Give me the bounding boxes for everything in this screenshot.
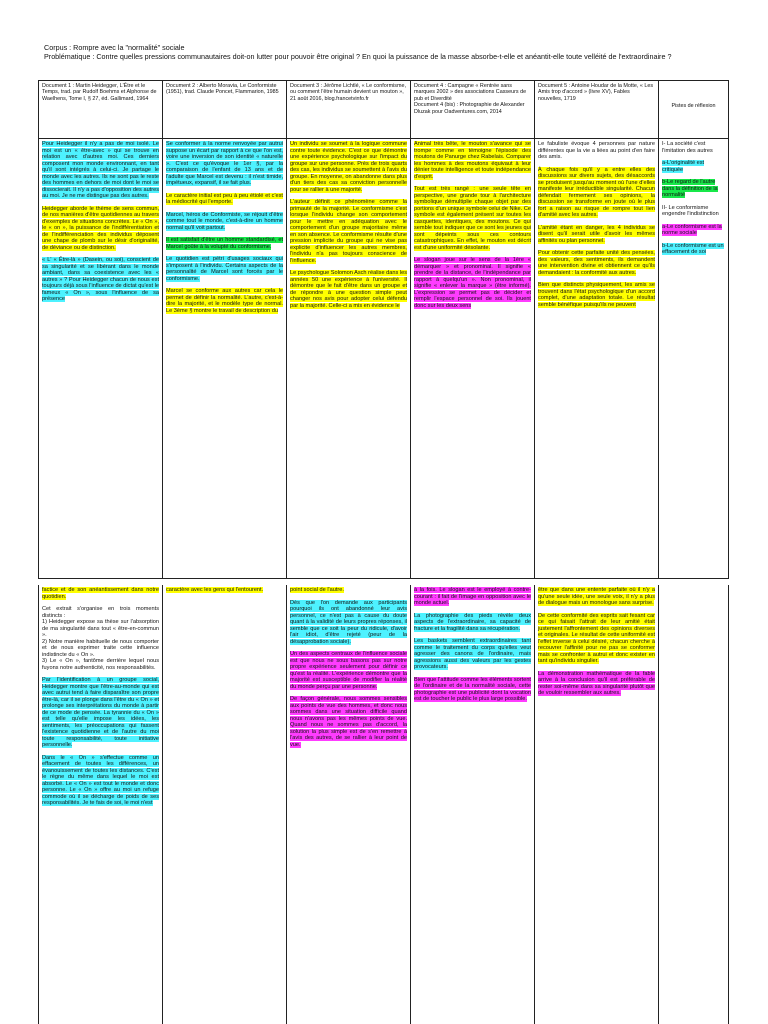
analysis-paragraph — [414, 613, 531, 633]
piste-item — [662, 224, 725, 237]
analysis-paragraph — [538, 671, 655, 697]
paragraph-text: Marcel se conforme aux autres car cela le permet de définir la normalité. L'autre, c'est-à-dire la majorité, et le modèle type de normal. Le 3ème § montre le travail de description du — [166, 288, 283, 314]
paragraph-text: Tout est très rangé : une seule tête en perspective, une grande tour à l'architecture symbolique démultiplie chaque objet par des portions d'un unique symbole celui de Nike. Ce symbole est également présent sur toutes les casquettes, identiques, des moutons. Ce qui semble tout indiquer que ce sont les jeunes qui sont dépeints sous ces contours catastrophiques. En effet, le mouton est décrit est d'une uniformité désolante. — [414, 186, 531, 251]
analysis-paragraph — [414, 587, 531, 607]
header-row — [39, 81, 729, 139]
doc5-header: Document 5 : Antoine Houdar de la Motte, « Les Amis trop d'accord » (livre XV), Fables nouvelles, 1719 — [535, 81, 659, 139]
analysis-paragraph — [290, 587, 407, 594]
analysis-paragraph — [538, 141, 655, 161]
paragraph-text: Bien que distincts physiquement, les amis se trouvent dans l'état psychologique d'un accord complet, d'une adaptation totale. Le résultat semble bénéfique puisqu'ils ne peuvent — [538, 282, 655, 308]
analysis-row — [39, 139, 729, 579]
paragraph-text: a-L'originalité est critiquée — [662, 160, 705, 173]
paragraph-text: Un individu se soumet à la logique commune contre toute évidence. C'est ce que démontre une expérience psychologique sur l'impact du groupe sur une personne. Près de trois quarts des cas, les individus se soumettent à l'avis du groupe. En moyenne, on abandonne dans plus d'un tiers des cas sa conviction personnelle pour se rallier à une majorité. — [290, 141, 407, 193]
paragraph-text: caractère avec les gens qui l'entourent. — [166, 587, 264, 593]
paragraph-text: Le quotidien est pétri d'usages sociaux qui s'imposent à l'individu. Certains aspects de la personnalité de Marcel sont forcés par le conformisme. — [166, 256, 283, 282]
doc1-analysis-continued — [39, 585, 163, 1024]
paragraph-text: Un des aspects centraux de l'influence sociale est que nous ne sous basons pas sur notre propre expérience seulement pour définir ce qu'est la réalité. L'expérience démontre que la majorité est susceptible de modifier la réalité du monde perçu par une personne. — [290, 651, 407, 690]
doc5-analysis — [535, 139, 659, 579]
analysis-paragraph — [290, 651, 407, 690]
paragraph-text: La photographie des pieds révèle deux aspects de l'extraordinaire, sa capacité de fracture et la fragilité dans sa récupération. — [414, 612, 531, 632]
paragraph-text: être que dans une entente parfaite où il n'y a qu'une seule idée, une seule voix, il n'y a plus de dialogue mais un monologue sans surprise. — [538, 587, 655, 606]
paragraph-text: Bien que l'attitude comme les éléments sortent de l'ordinaire et de la normalité sociale, cette photographie est une publicité dont la vocation est de toucher le public le plus large possible. — [414, 676, 531, 702]
analysis-paragraph — [166, 141, 283, 187]
piste-item — [662, 179, 725, 199]
analysis-paragraph — [414, 141, 531, 180]
analysis-row-continued — [39, 585, 729, 1024]
analysis-paragraph — [42, 587, 159, 600]
doc3-analysis — [287, 139, 411, 579]
problematique: Problématique : Contre quelles pressions communautaires doit-on lutter pour pouvoir être original ? En quoi la puissance de la masse absorbe-t-elle et anéantit-elle toute velléité de l'extraordinaire ? — [44, 51, 672, 61]
paragraph-text: point social de l'autre. — [290, 587, 344, 593]
analysis-paragraph — [414, 186, 531, 251]
paragraph-text: Par l'identification à un groupe social, Heidegger montre que l'être-au-monde qui est avec autrui tend à faire disparaître son propre être-là, car il se plonge dans l'être du « On » et prolonge ses interprétations du monde à partir de ce mode de pensée. La tyrannie du « On » est telle qu'elle impose les idées, les sentiments, les préoccupations qui fassent l'existence quotidienne et de l'autre du moi toute responsabilité, toute initiative personnelle. — [42, 677, 159, 748]
analysis-paragraph — [166, 587, 283, 594]
analysis-paragraph — [42, 755, 159, 807]
paragraph-text: factice et de son anéantissement dans notre quotidien. — [42, 587, 159, 600]
analysis-paragraph — [414, 677, 531, 703]
paragraph-text: Les baskets semblent extraordinaires tant comme le traitement du corps qu'elles veut agresser des canons de l'ordinaire, mais agressions aussi des valeurs par les gestes provocateurs. — [414, 638, 531, 670]
paragraph-text: Dès que l'on demande aux participants pourquoi ils ont abandonné leur avis personnel, ce n'est pas à cause du doute quant à la validité de leurs propres réponses, il semble que ce soit la peur du ridicule, d'avoir l'air idiot, d'être rejeté (peur de la désapprobation sociale). — [290, 599, 407, 645]
paragraph-text: De cette conformité des esprits sait fesant car ce qui faisait l'attrait de leur amitié était justement l'affrontement des opinions diverses et originales. Le résultat de cette uniformité est l'effet inverse à celui désiré, chacun cherche à recouvrer l'affinité pour ne pas se conformer mais se confronter à autrui et donc exister en tant qu'individu singulier. — [538, 612, 655, 664]
analysis-paragraph — [290, 270, 407, 309]
analysis-paragraph — [290, 141, 407, 193]
analysis-paragraph — [42, 677, 159, 749]
corpus-title: Corpus : Rompre avec la "normalité" sociale — [44, 43, 185, 52]
paragraph-text: Cet extrait s'organise en trois moments distincts : 1) Heidegger expose sa thèse sur l'absorption de ma singularité dans tout « être-en-commun ». 2) Notre manière habituelle de nous comporter et de nous exprimer traite cette influence indistincte du « On ». 3) Le « On », fantôme derrière lequel nous fuyons notre authenticité, nos responsabilités. — [42, 606, 159, 671]
paragraph-text: Pour Heidegger il n'y a pas de moi isolé. Le moi est un « être-avec » qui se trouve en relation avec d'autres moi. Ces derniers composent mon monde environnant, en tant qu'il sont intégrés à celui-ci. Je partage le monde avec les autres. Ils ne sont pas le reste des hommes en dehors de moi dont le moi se dissocierait. Il n'y a pas d'opposition des autres au moi. Je ne me distingue pas des autres. — [42, 141, 159, 199]
doc1-header: Document 1 : Martin Heidegger, L'Être et le Temps, trad. par Rudolf Boehms et Alphonse de Waelhens, Tome I, § 27, éd. Gallimard, 1964 — [39, 81, 163, 139]
doc2-analysis — [163, 139, 287, 579]
paragraph-text: La démonstration mathématique de la fable arrive à la conclusion qu'il est préférable de rester soi-même dans sa singularité plutôt que de vouloir ressembler aux autres. — [538, 670, 655, 696]
analysis-paragraph — [414, 257, 531, 309]
paragraph-text: À chaque fois qu'il y a entre elles des discussions sur divers sujets, des désaccords se produisent jusqu'au moment où l'une d'elles manifeste leur irréductible singularité. Chacun défendait fermement ses opinions, la discussion se transforme en joute où le plus fort a raison au risque de rompre tout lien d'amitié avec les autres. — [538, 166, 655, 218]
paragraph-text: L'amitié étant en danger, les 4 individus se disent qu'il serait utile d'avoir les mêmes affinités ou plan personnel. — [538, 224, 655, 244]
corpus-header — [44, 44, 734, 61]
analysis-paragraph — [290, 199, 407, 264]
analysis-paragraph — [538, 613, 655, 665]
doc3-header: Document 3 : Jérôme Lichtlé, « Le conformisme, ou comment l'être humain devient un mouton », 21 août 2016, blog.francetvinfo.fr — [287, 81, 411, 139]
analysis-paragraph — [166, 288, 283, 314]
analysis-paragraph — [538, 282, 655, 308]
analysis-paragraph — [166, 212, 283, 232]
analysis-paragraph — [166, 256, 283, 282]
doc5-analysis-continued — [535, 585, 659, 1024]
paragraph-text: L'auteur définit ce phénomène comme la primauté de la majorité. Le conformisme c'est lorsque l'individu change son comportement pour le mettre en adéquation avec le comportement d'un groupe majoritaire même en son absence. Le conformisme résulte d'une pression implicite du groupe qui ne vise pas explicite d'influencer les autres membres, l'individu n'a pas toujours conscience de l'influence. — [290, 199, 407, 264]
piste-item — [662, 205, 725, 218]
paragraph-text: Le psychologue Solomon Asch réalise dans les années 50 une expérience à l'université. Il démontre que le fait d'être dans un groupe et de répondre à une question simple peut changer nos avis pour adopter celui défendu par la majorité. Celle-ci a mis en évidence le — [290, 270, 407, 309]
paragraph-text: Il est satisfait d'être un homme standardisé, et Marcel goûte à la volupté du conformisme. — [166, 237, 283, 250]
analysis-paragraph — [290, 600, 407, 646]
analysis-paragraph — [166, 193, 283, 206]
analysis-paragraph — [42, 141, 159, 200]
analysis-paragraph — [166, 237, 283, 250]
paragraph-text: Le fabuliste évoque 4 personnes par nature différentes que la vie a liées au point d'en faire des amis. — [538, 141, 655, 160]
doc3-analysis-continued — [287, 585, 411, 1024]
paragraph-text: Marcel, héros de Conformiste, se réjouit d'être comme tout le monde, c'est-à-dire un homme normal qu'il voit partout. — [166, 211, 283, 231]
analysis-paragraph — [538, 225, 655, 245]
analysis-paragraph — [538, 587, 655, 607]
analysis-paragraph — [42, 206, 159, 252]
pistes-header: Pistes de réflexion — [659, 81, 729, 139]
doc2-header: Document 2 : Alberto Moravia, Le Conformiste (1951), trad. Claude Poncet, Flammarion, 1985 — [163, 81, 287, 139]
pistes-list — [659, 139, 729, 579]
paragraph-text: De façon générale, nous sommes sensibles aux points de vue des hommes, et donc nous sommes dans une situation difficile quand nous n'avons pas les mêmes points de vue. Quand nous ne sommes pas d'accord, la solution la plus simple est de s'en remettre à l'avis des autres, de se rallier à leur point de vue. — [290, 696, 407, 748]
analysis-paragraph — [538, 250, 655, 276]
analysis-paragraph — [42, 606, 159, 671]
paragraph-text: Dans le « On » s'effectue comme un effacement de toutes les différences, un évanouissement de toutes les distances. C'est le règne du même dans lequel le moi est absorbé. Le « On » est tout le monde et donc personne. Le « On » offre au moi un refuge commode où il se décharge de poids de ses responsabilités. Je te fais de soi, le moi n'est — [42, 754, 159, 806]
doc2-analysis-continued — [163, 585, 287, 1024]
piste-item — [662, 243, 725, 256]
corpus-table-page-2 — [38, 585, 729, 1024]
doc4-analysis — [411, 139, 535, 579]
analysis-paragraph — [414, 638, 531, 671]
paragraph-text: Heidegger aborde le thème de sens commun, de nos manières d'être quotidiennes au travers d'exemples de situations concrètes. Le « On », le « on », la puissance de l'indifférentiation et de l'indifférenciation des individus déposent une chape de plomb sur le désir d'originalité, de déviance ou de distinction. — [42, 205, 159, 251]
analysis-paragraph — [538, 167, 655, 219]
paragraph-text: I- La société c'est l'imitation des autres — [662, 141, 713, 154]
doc4-analysis-continued — [411, 585, 535, 1024]
analysis-paragraph — [290, 696, 407, 748]
piste-item — [662, 160, 725, 173]
paragraph-text: b-Le conformisme est un effacement de soi — [662, 242, 724, 255]
paragraph-text: b-Le regard de l'autre dans la définition de la normalité — [662, 179, 718, 198]
pistes-continued — [659, 585, 729, 1024]
paragraph-text: à la fois. Le slogan est le employé à contre-courant : il fait de l'image en opposition avec le monde actuel. — [414, 587, 531, 606]
paragraph-text: Se conformer à la norme renvoyée par autrui suppose un écart par rapport à ce que l'on est, voire une inversion de son identité « naturelle ». C'est ce qu'évoque le 1er §, par la comparaison de l'enfant de 13 ans et de l'adulte que Marcel est devenu : il n'est timide, impétueux, expansif, il se fait plus. — [166, 141, 283, 186]
piste-item — [662, 141, 725, 154]
doc4-header: Document 4 : Campagne « Rentrée sans marques 2002 » des associations Casseurs de pub et Diverdité Document 4 (bis) : Photographie de Alexander Dluzak pour Oadventures.com, 2014 — [411, 81, 535, 139]
analysis-paragraph — [42, 257, 159, 303]
corpus-table-page-1 — [38, 80, 729, 579]
paragraph-text: Pour obtenir cette parfaite unité des pensées, des valeurs, des sentiments, ils demandent une intervention divine et obtiennent ce qu'ils demandaient : la conformité aux autres. — [538, 250, 655, 276]
paragraph-text: Le slogan joue sur le sens de la 1ère « démarquer » et pronominal. Il signifie « prendre de la distance, de l'indépendance par rapport à quelqu'un ». Non pronominal, il signifie « enlever la marque » (être informé). L'expression se permet pas de décider et remplir l'espace personnel de soi. Ils jouent donc sur les deux sens — [414, 257, 531, 309]
doc1-analysis — [39, 139, 163, 579]
paragraph-text: II- Le conformisme engendre l'indistinction — [662, 204, 719, 217]
paragraph-text: Animal très bête, le mouton s'avance qui se trompe comme en témoigne l'épisode des moutons de Panurge chez Rabelais. Comparer les hommes à des moutons équivaut à leur dénier toute intelligence et toute indépendance d'esprit. — [414, 141, 531, 180]
paragraph-text: « L' « Être-là » (Dasein, ou soi), conscient de sa singularité et se libérant dans le monde ambiant, dans sa coexistence avec les « autres » ? Pour Heidegger chacun de nous est toujours déjà sous l'influence de dictat qu'est le fameux « On », sous l'influence de sa présence — [42, 257, 159, 302]
paragraph-text: Le caractère initial est peu à peu étiolé et c'est la médiocrité qui l'emporte. — [166, 192, 283, 205]
paragraph-text: a-Le conformisme est la norme sociale — [662, 223, 722, 236]
